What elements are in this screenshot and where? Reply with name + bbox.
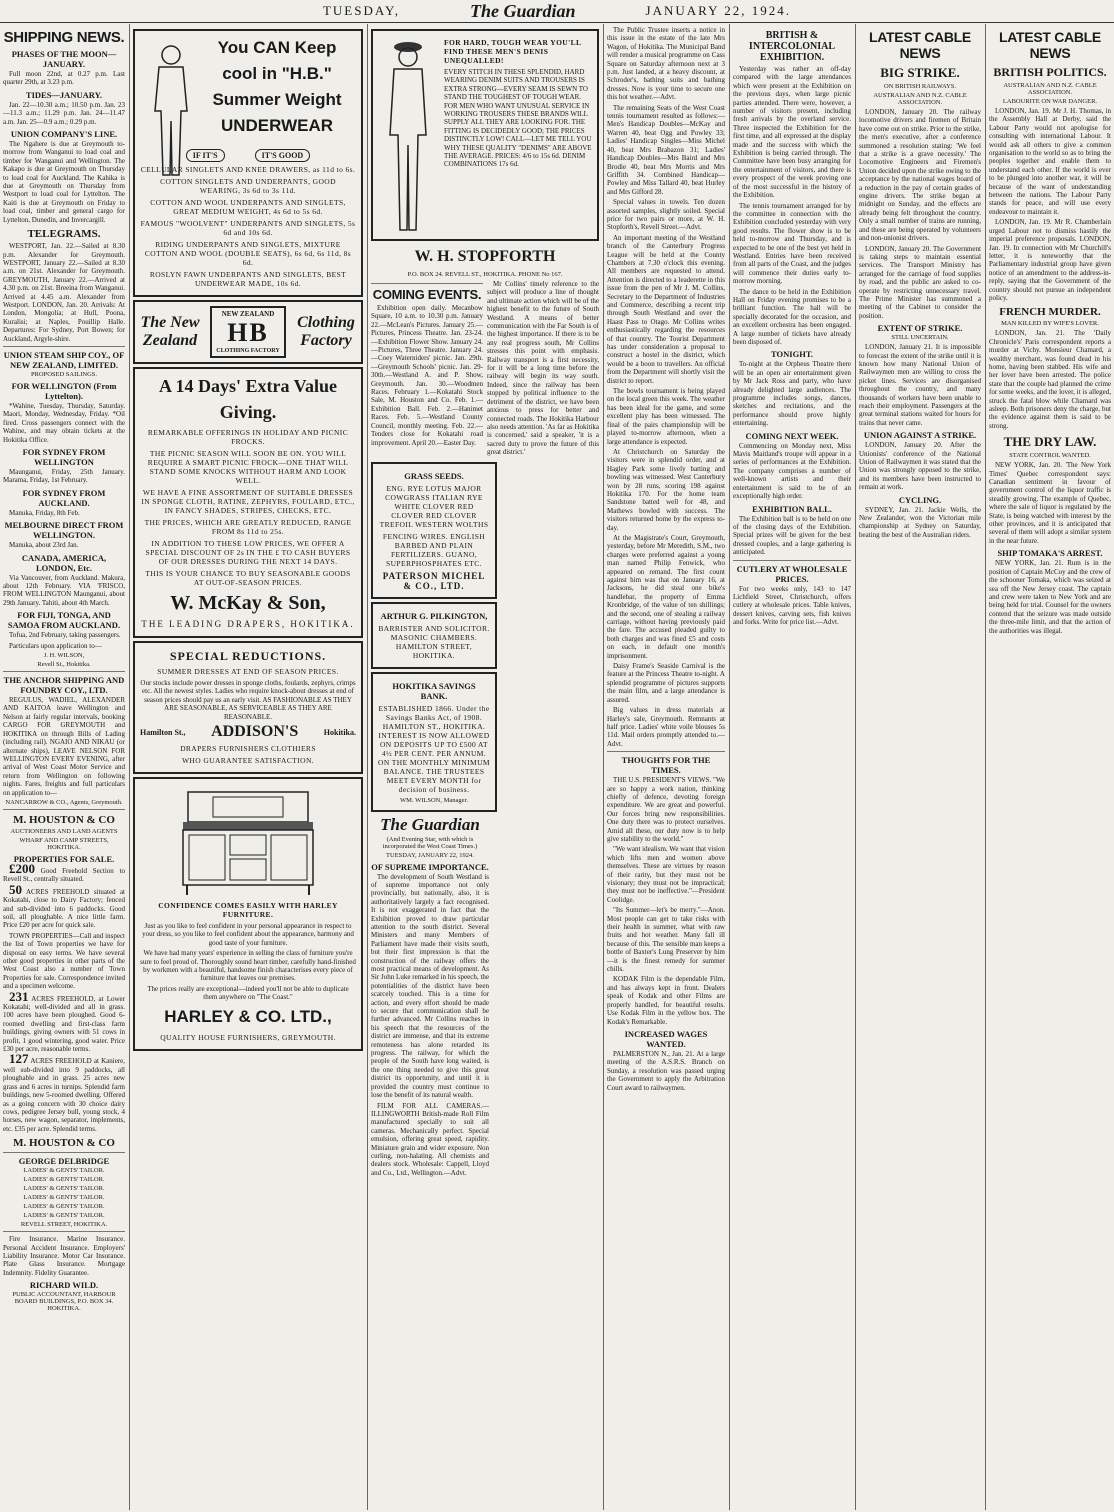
property-listing [3,988,125,1054]
bank-title: HOKITIKA SAVINGS BANK. [392,680,476,701]
strike-sub: ON BRITISH RAILWAYS. [883,83,957,90]
cutlery-title: CUTLERY AT WHOLESALE PRICES. [736,563,848,584]
hb-item: RIDING UNDERPANTS AND SINGLETS, MIXTURE COTTON AND WOOL (DOUBLE SEATS), 6s 6d, 6s 11d, 8s 6d. [144,240,352,267]
hb-line3: Summer Weight [212,90,342,109]
murder-sub: MAN KILLED BY WIFE'S LOVER. [1001,320,1099,328]
property-text: ACRES FREEHOLD situated at Kokatahi, close to Dairy Factory; fenced and sub-divided into 6 paddocks. Good soil, all ploughable. A nice little farm. Price £20 per acre for quick sale. [3,887,125,930]
fiji-text: Tofua, 2nd February, taking passengers. [9,631,121,640]
harley-paragraph: We have had many years' experience in selling the class of furniture you're sure to feel proud of. Thoroughly sound heart timber, carefully hand-finished by workmen with a beautiful, handsome finish characterises every piece of furniture that leaves our premises. [140,949,356,983]
tennis-text: The remaining Seats of the West Coast tennis tournament resulted as follows:—Men's Handicap Doubles—McKay and Warren 40, beat Ogg and Powley 33; Ladies' Handicap Singles—Miss Michel 40, beat Mrs Brabazon 31; Ladies' Handicap Doubles—Mrs Baird and Mrs Brodie 40, beat Mrs Morris and Mrs Griffith 34. Combined Handicap—Powley and Miss Tallard 40, beat Hurley and Mrs Gifford 28. [607,103,725,196]
hb-logo-top: NEW ZEALAND [221,310,275,318]
sideboard-icon [173,787,323,897]
property-text: ACRES FREEHOLD at Kaniere, well sub-divided into 9 paddocks, all ploughable and in grass. 25 acres new grass and 6 acres in turnips. Splendid farm buildings, new 5-roomed dwelling. Offered as a going concern with 30 choice dairy cows, pedigree Jersey bull, young stock, 4 horses, new wagon, separator, implements, etc. £35 per acre. Splendid terms. [3,1057,125,1133]
union-strike-title: UNION AGAINST A STRIKE. [863,430,977,441]
uss-title: UNION STEAM SHIP COY., OF NEW ZEALAND, LIMITED. [3,349,125,370]
nz-right-text: Clothing Factory [297,314,355,349]
stopforth-name: W. H. STOPFORTH [414,248,556,265]
telegrams-text: WESTPORT, Jan. 22.—Sailed at 8.30 p.m. Alexander for Greymouth. WESTPORT, January 22.—Sailed at 8.30 a.m. on 21st. Alexander for Greymouth. GREYMOUTH, January 22.—Arrived at 4.30 p.m. on 21st. Breeina from Wanganui. Arrived at 4.45 a.m. Alexander from Westport. LONDON, Jan. 20. Arrivals: At London, Mongolia; at Hull, Poona, Kuralisi; at Naples, Pouillip Halle. Departures: For Sydney, Port Bowen; for Auckland, Argyle-shire. [3,242,125,343]
harley-ad [133,777,363,1051]
editorial-title: OF SUPREME IMPORTANCE. [371,861,489,872]
exhibition-text2: The tennis tournament arranged for by the committee in connection with the Exhibition concluded yesterday with very good results. The flower show is to be held to-morrow and Thursday, and is expected to be one of the best yet held in Westland. Entries have been received from all parts of the Coast, and the judges will commence their duties early to-morrow morning. [733,201,851,286]
strike-title: BIG STRIKE. [880,65,960,80]
special-text: Special values in towels. Ten dozen assorted samples, slightly soiled. Special price for two pairs or more, at W. H. Stopforth's, Revell Street.—Advt. [607,198,725,232]
wild-title: RICHARD WILD. [29,1280,99,1291]
stopforth-headline: FOR HARD, TOUGH WEAR YOU'LL FIND THESE MEN'S DENIS UNEQUALLED! [444,38,581,65]
kodak-text: KODAK Film is the dependable Film, and has always kept in front. Dealers speak of Kodak and other Films are properly handled, for beautiful results. Use Kodak Film in the yellow box. The Kodak's Remarkable. [607,975,725,1026]
moon-text: Full moon 22nd, at 0.27 p.m. Last quarter 29th, at 3.23 p.m. [3,70,125,87]
mckay-name: W. McKay & Son, [170,592,326,614]
telegrams-title: TELEGRAMS. [27,228,101,241]
strike-text: LONDON, January 20. The railway locomotive drivers and firemen of Britain have come out on strike. Prior to the strike, the men's executive, after a conference summoned a resolution stating: 'We feel that a strike is a grave necessity.' The Locomotive Engineers and Firemen's Union decided upon the strike owing to the acceptance by the national wages board of a reduction in the pay of certain grades of engine drivers. The strike began at midnight on Sunday, and the effects are already being felt throughout the country. Only a small number of trains are running, and these are being operated by volunteers and non-unionist drivers. [859,108,981,243]
bowls-text: The bowls tournament is being played on the local green this week. The weather has been ideal for the game, and some excellent play has been witnessed. The final of the pairs championship will be played to-morrow afternoon, when a large attendance is expected. [607,387,725,446]
mckay-paragraph: REMARKABLE OFFERINGS IN HOLIDAY AND PICNIC FROCKS. [147,428,349,446]
savings-bank-ad [371,672,497,812]
masthead-date: JANUARY 22, 1924. [645,3,792,18]
thoughts-text: THE U.S. PRESIDENT'S VIEWS. "We are so happy a work nation, thinking chiefly of defence, devoting foreign expenditure. We are great and powerful. Our forces bring new responsibilities. One duty there was to protect ourselves. Amid all these, our duty now is to help give stability to the world." [607,776,725,843]
pilkington-name: ARTHUR G. PILKINGTON, [380,610,488,621]
canada-text: Via Vancouver, from Auckland. Makura, about 12th February. VIA 'FRISCO, FROM WELLINGTON Maunganui, about 29th January. Tahiti, about 4th March. [3,573,125,607]
wellington-heading: FOR WELLINGTON (From Lyttelton). [11,380,117,401]
mckay-paragraph: THE PRICES, WHICH ARE GREATLY REDUCED, RANGE FROM 8s 11d to 25s. [144,518,352,536]
property-text: ACRES FREEHOLD, at Lower Kokatahi; well-divided and all in grass. 100 acres have been ploughed. Good 6-roomed dwelling and first-class farm buildings, giving owners with 51 cows in profit, 1 good wintering, good water. Price £30 per acre, reasonable terms. [3,994,125,1054]
tides-heading: TIDES—JANUARY. [25,89,103,100]
union-line-title: UNION COMPANY'S LINE. [10,129,118,140]
cycling-text: SYDNEY, Jan. 21. Jackie Wells, the New Zealander, won the Victorian mile championship at Sydney on Saturday, beating the best of the Australian riders. [859,505,981,539]
hb-tag-right: IT'S GOOD [255,149,311,162]
delbridge-line: LADIES' & GENTS' TAILOR. [23,1176,105,1184]
anchor-title: THE ANCHOR SHIPPING AND FOUNDRY COY., LTD. [3,675,125,696]
cable-news-title: LATEST CABLE NEWS [869,29,971,61]
anchor-text: REGULUS, WADIEL, ALEXANDER AND KAITOA leave Wellington and Nelson at fairly regular intervals, booking CARGO FOR GREYMOUTH and HOKITIKA on through Bills of Lading (including rail). NGAIO AND NIKAU (or alternate ships), LEAVE NELSON FOR WELLINGTON EVERY EVENING, after arrival of West Coast Motor Service and return from Wellington on following nights. Fares, freights and full particulars on application to— [3,696,125,797]
pilkington-text: BARRISTER AND SOLICITOR. MASONIC CHAMBERS. HAMILTON STREET, HOKITIKA. [378,623,490,660]
harley-paragraphs [140,922,356,1002]
bank-sign: WM. WILSON, Manager. [400,796,468,804]
cable-news-title-2: LATEST CABLE NEWS [999,29,1101,61]
addison-tag: WHO GUARANTEE SATISFACTION. [181,756,315,766]
editorial-text: The development of South Westland is of supreme importance not only provincially, but nationally, also, it is authoritatively largely a fact recognised. It is not exaggerated in fact that the Exhibition proved to draw particular attention to the south district. Several Ministers and many Members of Parliament have made their visits south, but their first impression is that the construction of the railway offers the most practical means of development. As Sir John Luke remarked in his speech, the potentialities of the district have been scarcely touched. This is a time for action, and every effort should be made to secure that communication shall be further advanced. Mr Collins reaches in his speech that the resources of the district are immense, and that its extreme remoteness has alone retarded its progress. The railway, for which the people of the South have long waited, is the one thing needed to give this great district its opportunity, and until it is provided the country must continue to lose the benefit of its natural wealth. [371,872,489,1100]
anchor-agent: NANCARROW & CO., Agents, Greymouth. [5,798,123,806]
uss-sub: PROPOSED SAILINGS. [30,370,98,378]
meeting-text: An important meeting of the Westland branch of the Canterbury Progress League will be held at the County Chambers at 7.30 o'clock this evening. All members are requested to attend. Attention is directed to a leaderette in this issue from the pen of Mr J. M. Collins, Secretary to the Department of Industries and Commerce, describing a recent trip through South Westland and over the Haast Pass to Otago. Mr Collins writes enthusiastically regarding the resources of that country. The Tourist Department has under consideration a proposal to construct a hostel in the district, which would be a boon to travellers. An official from the Department will shortly visit the district to report. [607,233,725,385]
addison-left: Hamilton St., [140,727,186,737]
hb-logo-icon [210,306,285,358]
thoughts-text2: "We want idealism. We want that vision which lifts men and women above themselves. These are virtues by reason of their rarity, but they must not be visionary; they must not be impractical; they must not be ineffective."—President Coolidge. [607,845,725,904]
dry-law-sub: STATE CONTROL WANTED. [1009,452,1091,460]
extent-title: EXTENT OF STRIKE. [877,323,963,334]
workman-figure-icon [378,35,438,235]
hb-item: COTTON AND WOOL UNDERPANTS AND SINGLETS, GREAT MEDIUM WEIGHT, 4s 6d to 5s 6d. [150,198,346,216]
paterson-name: PATERSON MICHEL & CO., LTD. [382,570,486,591]
murder-text: LONDON, Jan. 21. The 'Daily Chronicle's' Paris correspondent reports a murder at Vichy. Monsieur Chamard, a wealthy merchant, was found dead in his home, having been stabbed. His wife and her lover have been arrested. The police state that the couple had planned the crime for some weeks, and the lover, it is alleged, struck the fatal blow while Chamard was asleep. Both prisoners deny the charge, but the evidence against them is said to be strong. [989,329,1111,430]
guardian-title: The Guardian [380,814,480,834]
wages-title: INCREASED WAGES WANTED. [624,1028,708,1049]
addison-heading: SPECIAL REDUCTIONS. [169,649,327,663]
sydney-heading: FOR SYDNEY FROM WELLINGTON [22,447,106,467]
tides-text: Jan. 22—10.30 a.m.; 10.50 p.m. Jan. 23—11.3 a.m.; 11.29 p.m. Jan. 24—11.47 a.m. Jan. 25—0.9 a.m.; 0.29 p.m. [3,100,125,126]
ship-title: SHIP TOMAKA'S ARREST. [997,548,1103,559]
property-price: 50 [9,881,22,897]
delbridge-list [3,1167,125,1219]
melbourne-text: Manuka, about 23rd Jan. [9,541,79,550]
column-local-news [604,26,728,1510]
murder-title: FRENCH MURDER. [999,306,1101,319]
properties-heading: PROPERTIES FOR SALE. [13,853,115,864]
houston-sub2: WHARF AND CAMP STREETS, HOKITIKA. [19,836,109,851]
wages-text: PALMERSTON N., Jan. 21. At a large meeting of the A.S.R.S. Branch on Sunday, a resolution was passed urging the Government to apply the Arbitration Court award to railwaymen. [607,1049,725,1092]
coming-text: Commencing on Monday next, Miss Mavis Maitland's troupe will appear in a series of performances at the Exhibition. The company comprises a number of well-known artists and their entertainment is said to be of an exceptionally high order. [733,441,851,501]
property-listing [3,1051,125,1133]
column-cable-news [856,26,984,1510]
trustee-text: The Public Trustee inserts a notice in this issue in the estate of the late Mrs Wagon, of Hokitika. The Municipal Band will render a musical programme on Cass Square on Saturday afternoon next at 3 p.m. Just landed, at a heavy discount, at Schroder's, bathing suits and bathing dresses. Now is your time to secure one this hot weather.—Advt. [607,26,725,102]
grass-text: ENG. RYE LOTUS MAJOR COWGRASS ITALIAN RYE WHITE CLOVER RED CLOVER RED CLOVER TREFOIL WESTERN WOLTHS [379,483,489,529]
association-line: AUSTRALIAN AND N.Z. CABLE ASSOCIATION. [873,92,967,106]
property-price: £200 [9,860,35,876]
column-advertisements [130,26,366,1510]
addison-row: DRAPERS FURNISHERS CLOTHIERS [180,744,316,754]
harley-sub: QUALITY HOUSE FURNISHERS, GREYMOUTH. [160,1032,336,1042]
hb-item: ROSLYN FAWN UNDERPANTS AND SINGLETS, BEST UNDERWEAR MADE, 10s 6d. [149,270,347,288]
sydney2-text: Manuka, Friday, 8th Feb. [9,508,80,517]
hb-logo-letters: HB [227,318,269,347]
masthead-day: TUESDAY, [322,3,401,18]
delbridge-address: REVELL STREET, HOKITIKA. [20,1221,108,1229]
agent-name: J. H. WILSON, [43,652,85,660]
property-price: 231 [9,988,29,1004]
guardian-date: TUESDAY, JANUARY 22, 1924. [386,851,474,859]
dry-law-text: NEW YORK, Jan. 20. 'The New York Times' Quebec correspondent says: Canadian sentiment in favour of government control of the liquor traffic is steadily growing. The example of Quebec, where the sale of liquor is regulated by the State, is being watched with interest by the other provinces, and it is anticipated that several of them will adopt a similar system in the near future. [989,461,1111,545]
hb-line1: You CAN Keep [217,38,337,57]
delbridge-title: GEORGE DELBRIDGE [18,1156,110,1167]
property-price: 127 [9,1051,29,1067]
exhibition-title: BRITISH & INTERCOLONIAL EXHIBITION. [748,30,836,63]
masthead [0,0,1114,23]
column-shipping [0,26,128,1510]
hb-underwear-ad [133,29,363,297]
addison-name-row [140,723,356,741]
addison-ad [133,641,363,774]
hb-item: CELLULAR SINGLETS AND KNEE DRAWERS, as 11d to 6s. [140,165,356,174]
delbridge-line: LADIES' & GENTS' TAILOR. [23,1212,105,1220]
politics-title: BRITISH POLITICS. [993,65,1107,79]
tonight-text: To-night at the Orpheus Theatre there will be an open air entertainment given by Mr Jack Ross and party, who have already delighted large audiences. The programme includes songs, dances, sketches and recitations, and the performance should prove highly entertaining. [733,360,851,428]
stopforth-ad [371,29,599,241]
union-line-text: The Ngahere is due at Greymouth to-morrow from Wanganui to load coal and timber for Wanganui and Wellington. The Kakapo is due at Greymouth on Thursday to load coal for Auckland. The Kahika is due at Greymouth on Thursday from Westport to load coal for Lyttelton. The Kaiti is due at Greymouth on Friday to load coal, timber and general cargo for Lyttelton, Dunedin, and Invercargill. [3,140,125,224]
dry-law-title: THE DRY LAW. [1003,434,1097,450]
nz-left-text: The New Zealand [140,314,200,349]
harley-caption: CONFIDENCE COMES EASILY WITH HARLEY FURNITURE. [158,901,338,920]
exhibition-text: Yesterday was rather an off-day compared with the large attendances which were present at the Exhibition on the previous days, when large picnic parties attended. There were, however, a number of visitors present, including fresh arrivals by the overland service. Three inspected the Exhibition for the first time, and all expressed at the display made and the success with which the Exhibition is being carried through. The Committee have been busy arranging for the entertainment of visitors, and there is every prospect of the week proving one of the most successful in the history of the Exhibition. [733,65,851,200]
hb-item: COTTON SINGLETS AND UNDERPANTS, GOOD WEARING, 3s 6d to 3s 11d. [160,177,336,195]
hb-tag-left: IF IT'S [186,149,225,162]
masthead-paper-name: The Guardian [470,0,576,21]
theatre-text: Daisy Frame's Seaside Carnival is the feature at the Princess Theatre to-night. A splendid programme of pictures supports the main film, and a large attendance is assured. [607,662,725,704]
union-strike-text: LONDON, January 20. After the Unionists' conference of the National Union of Railwaymen it was stated that the Union was strongly opposed to the strike, and its members have been instructed to remain at work. [859,441,981,492]
fiji-heading: FOR FIJI, TONGA, AND SAMOA FROM AUCKLAND. [7,610,121,631]
editorial-continuation: Mr Collins' timely reference to the subject will produce a line of thought and ultimate action which will be of the highest benefit to the future of South Westland. A means of better communication with the Far South is of the highest importance. If there is to be any real progress south, Mr Collins stresses this point with emphasis. Railway transport is a first necessity, for it will be a long time before the railway will begin its way south. Indeed, since the railway has been stopped by political influence to the detriment of the district, we have been anxious to press for better and connected roads. The Hokitika Harbour also needs attention. 'As far as Hokitika is concerned,' said a speaker, 'it is a sacred duty to prove the future of this great district.' [487,280,599,457]
mckay-paragraph: THE PICNIC SEASON WILL SOON BE ON. YOU WILL REQUIRE A SMART PICNIC FROCK—ONE THAT WILL STAND SOME KNOCKS WITHOUT HARM AND LOOK WELL. [147,449,349,485]
hb-line4: UNDERWEAR [220,116,334,135]
strike-text2: LONDON, January 20. The Government is taking steps to maintain essential services. The Transport Ministry has arranged for the carriage of food supplies by road, and the public are asked to co-operate by restricting unnecessary travel. The Prime Minister has summoned a meeting of the Cabinet to consider the position. [859,244,981,320]
houston2-title: M. HOUSTON & CO [13,1137,115,1150]
man-figure-icon [141,41,201,181]
shipping-title: SHIPPING NEWS. [3,29,125,46]
wild-text: PUBLIC ACCOUNTANT, HARBOUR BOARD BUILDINGS, P.O. BOX 34. HOKITIKA. [12,1291,116,1313]
stopforth-text: EVERY STITCH IN THESE SPLENDID, HARD WEARING DENIM SUITS AND TROUSERS IS EXTRA STRONG—EVERY SEAM IS SEWN TO STAND THE TOUGHEST OF TOUGH WEAR. FOR MEN WHO WANT UNUSUAL SERVICE IN WORKING TROUSERS THESE BRANDS WILL SUPPLY ALL THEY ARE LOOKING FOR. THE FITTING IS DECIDEDLY GOOD; THE PRICES DISTINCTLY LOW! CALL—LET ME TELL YOU WHY THESE QUALITY "DENIMS" ARE ABOVE THE AVERAGE. PRICES: 4/6 to 15s 6d. DENIM COMBINATIONS 17s 6d. [444,68,592,169]
delbridge-line: LADIES' & GENTS' TAILOR. [23,1194,105,1202]
hb-item-list [140,165,356,288]
melbourne-heading: MELBOURNE DIRECT FROM WELLINGTON. [4,520,124,541]
ball-text: The Exhibition ball is to be held on one of the closing days of the Exhibition. Special prizes will be given for the best dressed couples, and a large gathering is anticipated. [733,514,851,557]
court-text: At the Magistrate's Court, Greymouth, yesterday, before Mr Meredith, S.M., two charges were preferred against a young man named Philip Fenwick, who appeared on remand. The first count against him was that on January 16, at Jacksons, he did steal one bike's handlebar, the property of Emma Kronbridge, of the value of ten shillings; and the second, one of stealing a railway carriage, without having previously paid the fare. The accused pleaded guilty to both charges and was fined £5 and costs on each, in default one month's imprisonment. [607,533,725,660]
events-text: Exhibition open daily. Mecanbow Square, 10 a.m. to 10.30 p.m. January 22.—McLean's Pictures. January 25.—Pictures, Princess Theatre. Jan. 23-24.—Exhibition Flower Show. January 24.—Pictures, Three Theatre. January 24.—Coey Waterniders' picnic. Jan. 29th.—Greymouth Schools' picnic. Jan. 29-30th.—Westland A. and P. Show, Greymouth. Jan. 30.—Woodmen Races. February 1.—Kokatahi Stock Sale, M. Houston and Co. Feb. 1.—Exhibition Ball. Feb. 2.—Hanimet Races. Feb. 5.—Westland County Council, monthly meeting. Feb. 22.—Tenders close for Kokatahi road improvement. April 20.—Easter Day. [371,304,483,447]
column-notices [368,26,602,1510]
addison-text: Our stocks include power dresses in sponge cloths, foulards, zephyrs, crimps etc. All the newest styles. Ladies who require knock-about dresses at end of season prices should pay us an early visit. AS FASHIONABLE AS THEY ARE SEASONABLE, AS SERVICEABLE AS THEY ARE REASONABLE. [140,679,356,721]
mckay-paragraph: WE HAVE A FINE ASSORTMENT OF SUITABLE DRESSES IN SPONGE CLOTH, RATINE, ZEPHYRS, FOULARD, ETC., IN FANCY SHADES, STRIPES, CHECKS, ETC. [141,488,355,515]
harley-paragraph: Just as you like to feel confident in your personal appearance in respect to your dress, so you like to feel confident about the appearance, harmony and good taste of your furniture. [142,922,354,947]
guardian-sub: (And Evening Star, with which is incorporated the West Coast Times.) [382,835,478,850]
mckay-headline: A 14 Days' Extra Value Giving. [158,376,338,422]
paterson-ad [371,462,497,599]
extent-text: LONDON, January 21. It is impossible to forecast the extent of the strike until it is known how many National Union of Railwaymen men are willing to cross the picket lines. Services are disorganised throughout the country, and many thousands of workers have been unable to reach their employment. Passengers at the great terminal stations waited for hours for trains that never came. [859,343,981,427]
bank-text: ESTABLISHED 1866. Under the Savings Banks Act, of 1908. HAMILTON ST., HOKITIKA. INTEREST IS NOW ALLOWED ON DEPOSITS UP TO £500 AT 4½ PER CENT. PER ANNUM. ON THE MONTHLY MINIMUM BALANCE. THE TRUSTEES MEET EVERY MONTH for decision of business. [378,703,491,794]
mckay-paragraph: THIS IS YOUR CHANCE TO BUY SEASONABLE GOODS AT OUT-OF-SEASON PRICES. [145,569,351,587]
application-text: Particulars upon application to— [9,641,102,650]
wellington-text: *Wahine, Tuesday, Thursday, Saturday. Maori, Monday, Wednesday, Friday. *Oil fired. Cross passengers connect with the Wahine, and may obtain tickets at the Hokitika Office. [3,401,125,444]
tonight-title: TONIGHT. [771,349,813,360]
harley-paragraph: The prices really are exceptional—indeed you'll not be able to duplicate them anywhere on "The Coast." [147,984,349,1002]
mckay-sub: THE LEADING DRAPERS, HOKITIKA. [141,619,355,629]
hb-logo-bottom: CLOTHING FACTORY [216,348,280,354]
addison-sub: SUMMER DRESSES AT END OF SEASON PRICES. [157,667,339,676]
mckay-ad [133,367,363,638]
property-listing: TOWN PROPERTIES—Call and inspect the list of Town properties we have for disposal on easy terms. We have several other good properties in other parts of the West Coast also a number of Town Properties for sale. Correspondence invited and a specimen welcome. [3,931,125,991]
ship-text: NEW YORK, Jan. 21. Rum is in the position of Captain McCoy and the crew of the schooner Tomaka, which was seized at sea off the New Jersey coast. The captain and crew were taken to New York and are being held for trial. Counsel for the owners contend that the seizure was made outside the three-mile limit, and that the action of the authorities was illegal. [989,559,1111,635]
film-text: FILM FOR ALL CAMERAS.—ILLINGWORTH British-made Roll Film manufactured specially to suit all cameras. Mechanically perfect. Special emulsion, offering great speed, rapidity. Miniature grain and wider exposure. Non curling, non-halating. All chemists and dealers stock. Wholesale: Cappell, Lloyd and Co., Ltd., Wellington.—Advt. [371,1101,489,1177]
politics-text: LONDON, Jan. 19. Mr J. H. Thomas, in the Assembly Hall at Derby, said the Labour Party would not apologise for consulting with international Labour. It would ask all others to give a common organisation to the world so as to bring the peoples together and enable them to understand each other. If the world is ever to be plunged into another war, it will be because of the want of understanding between the nations. The Labour Party stands for peace, and will use every endeavour to maintain it. [989,107,1111,216]
mckay-paragraphs [140,428,356,587]
column-cable-news-2 [986,26,1114,1510]
coming-title: COMING NEXT WEEK. [745,430,839,441]
nz-clothing-factory-ad [133,300,363,364]
association-line-2: AUSTRALIAN AND N.Z. CABLE ASSOCIATION. [1003,82,1097,96]
sydney2-heading: FOR SYDNEY FROM AUCKLAND. [22,487,106,508]
politics-text2: LONDON, Jan. 19. Mr R. Chamberlain urged Labour not to dismiss hastily the imperial preference proposals. LONDON, Jan. 19. In connection with Mr Churchill's letter, it is noteworthy that the Parliamentary industrial group have given notice of an amendment to the address-in-reply, saying that the Government of the country should not pursue an independent policy. [989,218,1111,302]
grass-title: GRASS SEEDS. [404,470,464,481]
canada-heading: CANADA, AMERICA, LONDON, Etc. [21,552,107,573]
houston-title: M. HOUSTON & CO [13,813,115,826]
insurance-text: Fire Insurance. Marine Insurance. Personal Accident Insurance. Employers' Liability Insurance. Motor Car Insurance. Plate Glass Insurance. Mortgage Indemnity. Fidelity Guarantee. [3,1235,125,1277]
delbridge-line: LADIES' & GENTS' TAILOR. [23,1203,105,1211]
property-text: Good Freehold Section to Revell St., centrally situated. [3,866,125,884]
delbridge-line: LADIES' & GENTS' TAILOR. [23,1167,105,1175]
ball-title: EXHIBITION BALL. [752,503,832,514]
fencing-text: FENCING WIRES. ENGLISH BARBED AND PLAIN FERTILIZERS. GUANO, SUPERPHOSPHATES ETC. [382,531,486,568]
mckay-paragraph: IN ADDITION TO THESE LOW PRICES, WE OFFER A SPECIAL DISCOUNT OF 2s IN THE £ TO CASH BUYERS OF OUR DRESSES DURING THE NEXT 14 DAYS. [145,539,351,566]
agent-address: Revell St., Hokitika. [37,661,91,669]
harley-name: HARLEY & CO. LTD., [164,1006,332,1026]
addison-name: ADDISON'S [211,723,299,741]
cycling-title: CYCLING. [898,494,942,505]
delbridge-line: LADIES' & GENTS' TAILOR. [23,1185,105,1193]
harley-notice-text: Big values in dress materials at Harley's sale, Greymouth. Remnants at half price. Ladies' white voile blouses 5s 11d. Mail orders promptly attended to.—Advt. [607,706,725,748]
cricket-match-text: At Christchurch on Saturday the visitors were in splendid order, and at Hagley Park some lively batting and bowling was witnessed. West Canterbury won by 28 runs, scoring 198 against Hokitika 170. For the home team Sandstone batted well for 48, and Mathews bowled with success. The visitors returned home by the express to-day. [607,447,725,532]
property-listing [3,881,125,930]
moon-heading: PHASES OF THE MOON—JANUARY. [11,49,117,69]
stopforth-address: P.O. BOX 24. REVELL ST., HOKITIKA. PHONE No 167. [407,271,563,278]
thoughts-title: THOUGHTS FOR THE TIMES. [621,755,711,776]
exhibition-text3: The dance to be held in the Exhibition Hall on Friday evening promises to be a brilliant function. The hall will be specially decorated for the occasion, and an excellent orchestra has been engaged. A large number of tickets have already been disposed of. [733,287,851,346]
cutlery-text: For two weeks only, 143 to 147 Lichfield Street, Christchurch, offers cutlery at wholesale prices. Table knives, dessert knives, carving sets, fish knives and forks. Write for price list.—Advt. [733,584,851,627]
hb-item: FAMOUS "WOOLVENT" UNDERPANTS AND SINGLETS, 5s 6d and 10s 6d. [140,219,356,237]
houston-sub: AUCTIONEERS AND LAND AGENTS [10,827,118,835]
extent-sub: STILL UNCERTAIN. [891,334,949,342]
politics-sub: LABOURITE ON WAR DANGER. [1002,98,1098,105]
sydney-text: Maunganui, Friday, 25th January. Marama, Friday, 1st February. [3,468,125,485]
column-exhibition [730,26,854,1510]
addison-right: Hokitika. [323,727,356,737]
hb-line2: cool in "H.B." [222,64,332,83]
events-title: COMING EVENTS. [372,287,482,302]
pilkington-ad [371,602,497,669]
summer-text: "Its Summer—let's be merry."—Anon. Most people can get to take risks with their health in summer, what with raw fruits and hot weather. Many fall ill because of this. The sensible man keeps a bottle of Baxter's Lung Preserver by him—it is the finest remedy for summer chills. [607,906,725,974]
